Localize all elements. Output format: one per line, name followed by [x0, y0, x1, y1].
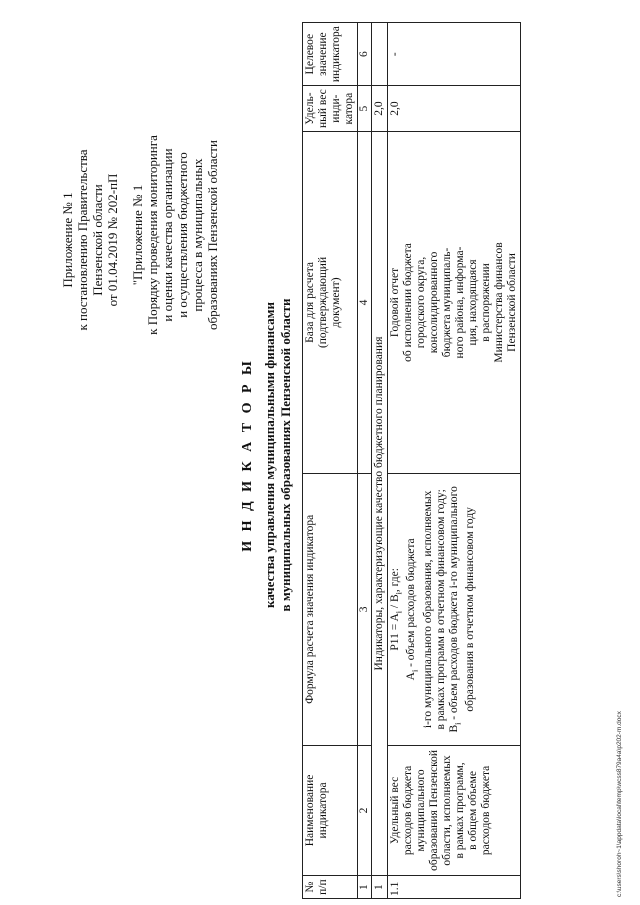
indicator-name: [388, 745, 521, 876]
header-text: индикатора: [330, 26, 342, 83]
header-formula: [303, 474, 358, 746]
column-number: 3: [358, 474, 372, 746]
column-number: 5: [358, 86, 372, 132]
indicator-weight: 2,0: [388, 86, 521, 132]
table-header-row: [303, 23, 358, 899]
header-number: [303, 876, 358, 899]
header-text: ный вес: [317, 89, 329, 128]
base-line: ция, находящаяся: [467, 259, 479, 346]
formula-subscript: i: [394, 592, 404, 595]
appendix-line: к постановлению Правительства: [75, 149, 90, 331]
formula-part: , где:: [389, 568, 401, 593]
header-text: документ): [330, 277, 342, 328]
base-line: об исполнении бюджета: [402, 243, 414, 362]
formula-part: B: [447, 724, 460, 733]
header-text: (подтверждающий: [317, 256, 329, 349]
subtitle-line: в муниципальных образованиях Пензенской области: [278, 298, 293, 612]
appendix-line: процесса в муниципальных: [190, 158, 205, 312]
formula-part: P11 = A: [389, 613, 401, 651]
formula-subscript: i: [394, 611, 404, 614]
header-text: значение: [317, 32, 329, 76]
section-number: 1: [372, 876, 388, 899]
formula: [388, 474, 521, 746]
formula-definition: [448, 476, 464, 743]
appendix-line: образованиях Пензенской области: [205, 140, 220, 330]
column-number: 4: [358, 131, 372, 473]
formula-definition: образования в отчетном финансовом году: [463, 507, 476, 712]
formula-part: A: [405, 672, 418, 681]
header-text: Наименование: [304, 774, 316, 847]
base-line: Министерства финансов: [493, 242, 505, 363]
indicators-table: [302, 22, 521, 899]
indicator-name-line: Удельный вес: [389, 776, 401, 845]
formula-part: / B: [389, 594, 401, 611]
header-text: Целевое: [304, 33, 316, 75]
base-line: Годовой отчет: [389, 267, 401, 338]
indicator-name-line: муниципального: [415, 769, 427, 852]
indicator-name-line: расходов бюджета: [480, 765, 492, 856]
column-number: 6: [358, 23, 372, 86]
row-number: 1.1: [388, 876, 521, 899]
section-target: [372, 23, 388, 86]
procedure-appendix-reference: [130, 85, 220, 385]
subtitle-line: качества управления муниципальными финансами: [262, 302, 277, 608]
header-target-value: [303, 23, 358, 86]
header-text: катора: [343, 92, 355, 125]
appendix-line: и осуществления бюджетного: [175, 152, 190, 318]
formula-definition: [405, 476, 421, 743]
header-text: База для расчета: [304, 262, 316, 343]
formula-part: - объем расходов бюджета: [405, 538, 418, 670]
base-line: ного района, информа-: [454, 246, 466, 359]
header-text: инди-: [330, 94, 342, 123]
base-line: Пензенской области: [506, 253, 518, 352]
formula-subscript: i: [410, 669, 420, 673]
column-number-row: [358, 23, 372, 899]
table-row: [388, 23, 521, 899]
formula-definition: в рамках программ в отчетном финансовом году;: [434, 489, 447, 730]
formula-definition: i-го муниципального образования, исполняемых: [421, 490, 434, 729]
header-text: Удель-: [304, 92, 316, 125]
appendix-line: Приложение № 1: [60, 192, 75, 288]
file-path-footer: c:\users\shoroh~1\appdata\local\temp\wcss879a4a\p202-m.docx: [616, 711, 623, 897]
base-line: консолидированного: [428, 251, 440, 354]
base-line: в распоряжении: [480, 263, 492, 342]
indicator-name-line: в общем объеме: [467, 771, 479, 850]
calculation-base: [388, 131, 521, 473]
header-weight: [303, 86, 358, 132]
target-value: -: [388, 23, 521, 86]
header-text: №: [304, 881, 316, 893]
appendix-line: "Приложение № 1: [130, 184, 145, 286]
section-weight: 2,0: [372, 86, 388, 132]
indicator-name-line: образования Пензенской: [428, 749, 440, 871]
indicator-name-line: расходов бюджета: [402, 765, 414, 856]
formula-subscript: i: [452, 722, 462, 725]
base-line: бюджета муниципаль-: [441, 247, 453, 358]
header-text: Формула расчета значения индикатора: [304, 514, 316, 704]
header-indicator-name: [303, 745, 358, 876]
section-row: [372, 23, 388, 899]
header-text: индикатора: [317, 782, 329, 839]
document-title: И Н Д И К А Т О Р Ы: [240, 358, 255, 552]
appendix-line: к Порядку проведения мониторинга: [145, 135, 160, 335]
column-number: 2: [358, 745, 372, 876]
appendix-line: Пензенской области: [90, 184, 105, 296]
formula-equation: [389, 476, 405, 743]
section-title: Индикаторы, характеризующие качество бюджетного планирования: [372, 131, 388, 875]
column-number: 1: [358, 876, 372, 899]
header-calculation-base: [303, 131, 358, 473]
header-text: п/п: [317, 879, 329, 895]
document-subtitle: [262, 155, 294, 755]
formula-part: - объем расходов бюджета i-го муниципального: [447, 486, 460, 723]
appendix-reference: [60, 135, 120, 345]
appendix-line: и оценки качества организации: [160, 148, 175, 322]
base-line: городского округа,: [415, 256, 427, 349]
indicator-name-line: области, исполняемых: [441, 755, 453, 866]
indicator-name-line: в рамках программ,: [454, 762, 466, 859]
appendix-line: от 01.04.2019 № 202-пП: [105, 173, 120, 307]
